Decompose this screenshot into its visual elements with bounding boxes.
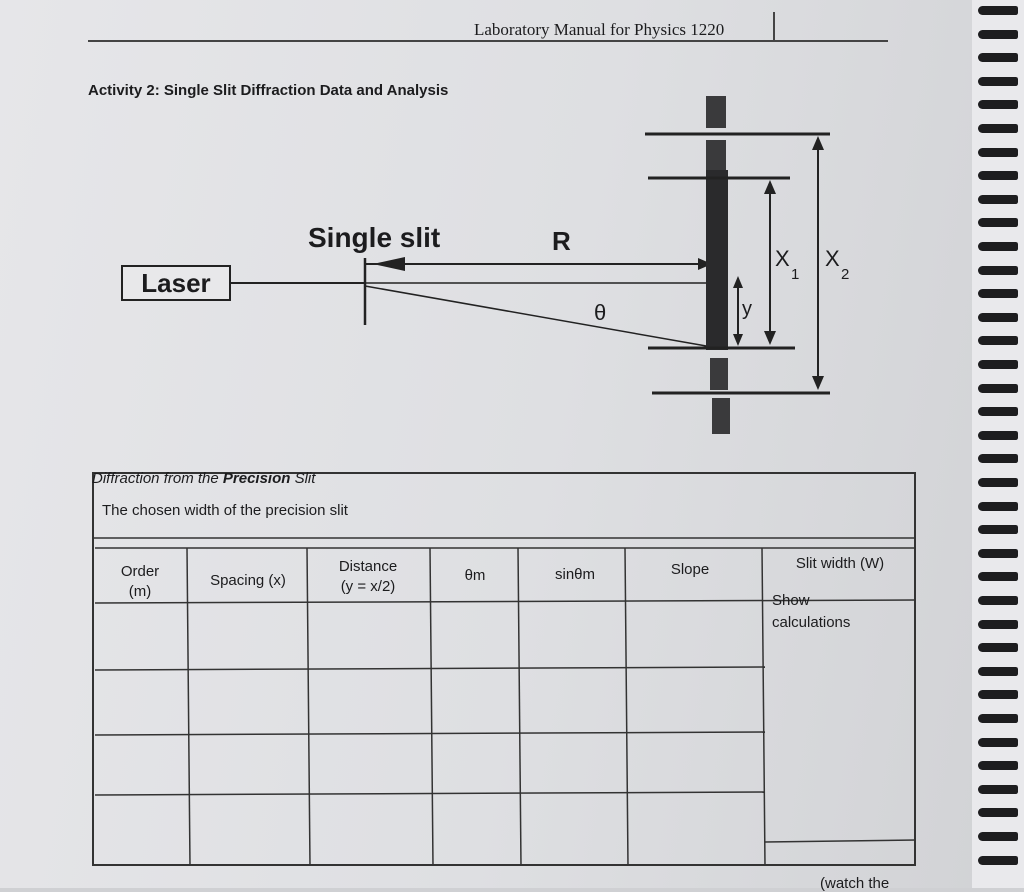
grid-line bbox=[307, 548, 310, 866]
footer-partial-text: (watch the bbox=[820, 875, 890, 892]
grid-line bbox=[95, 792, 765, 795]
table-heading-prefix: Diffraction from the bbox=[92, 470, 223, 487]
grid-line bbox=[95, 732, 765, 735]
show-calculations-note bbox=[772, 590, 850, 634]
chosen-width-label: The chosen width of the precision slit bbox=[102, 502, 348, 519]
grid-line bbox=[762, 548, 765, 866]
y-label: y bbox=[742, 298, 752, 320]
grid-line bbox=[430, 548, 433, 866]
table-heading-bold: Precision bbox=[222, 470, 291, 487]
col-header-distance-line2: (y = x/2) bbox=[340, 578, 396, 595]
note-line1: Show bbox=[772, 592, 810, 609]
x2-subscript: 2 bbox=[841, 266, 850, 283]
grid-line bbox=[518, 548, 521, 866]
col-header-spacing: Spacing (x) bbox=[210, 572, 286, 589]
grid-line bbox=[765, 840, 916, 842]
col-header-order-line2: (m) bbox=[128, 583, 152, 600]
laser-label: Laser bbox=[141, 267, 211, 298]
col-header-distance-line1: Distance bbox=[338, 558, 398, 575]
col-header-distance bbox=[318, 557, 418, 597]
x1-label: X bbox=[775, 246, 790, 271]
grid-line bbox=[187, 548, 190, 866]
table-heading-suffix: Slit bbox=[290, 470, 316, 487]
theta-label: θ bbox=[594, 300, 607, 325]
single-slit-label: Single slit bbox=[308, 222, 441, 253]
grid-line bbox=[625, 548, 628, 866]
x2-label: X bbox=[825, 246, 840, 271]
r-label: R bbox=[552, 226, 571, 256]
col-header-order-line1: Order bbox=[120, 563, 160, 580]
col-header-theta: θm bbox=[464, 567, 486, 584]
page-header-title: Laboratory Manual for Physics 1220 bbox=[474, 20, 725, 39]
x1-subscript: 1 bbox=[791, 266, 800, 283]
col-header-order bbox=[110, 562, 170, 602]
col-header-slit-width: Slit width (W) bbox=[795, 555, 885, 572]
note-line2: calculations bbox=[772, 614, 851, 631]
col-header-sin-theta: sinθm bbox=[554, 566, 595, 583]
col-header-slope: Slope bbox=[670, 561, 710, 578]
grid-line bbox=[95, 667, 765, 670]
activity-title: Activity 2: Single Slit Diffraction Data and Analysis bbox=[88, 82, 449, 99]
